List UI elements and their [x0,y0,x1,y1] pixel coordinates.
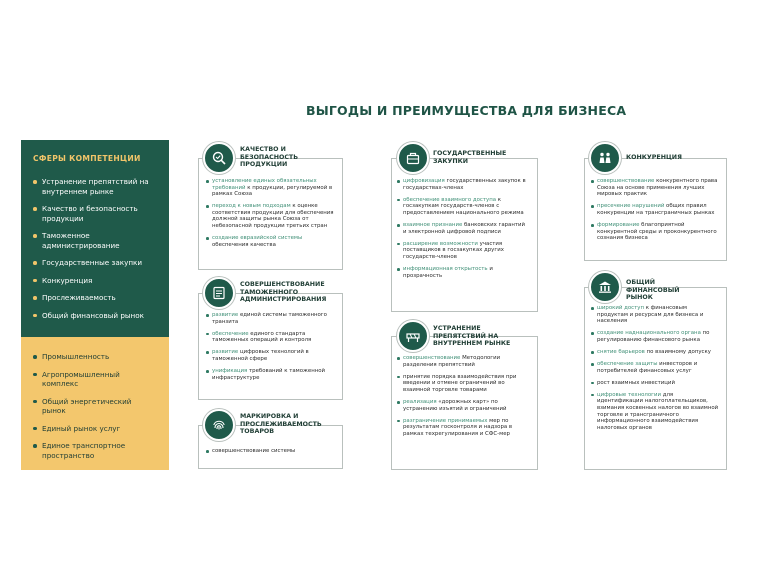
benefit-text: принятие порядка взаимодействия при введении и отмене ограничений во взаимной торговле товарами [403,373,517,393]
competence-heading: СФЕРЫ КОМПЕТЕНЦИИ [33,154,141,163]
competence-item: Прослеживаемость [33,293,157,303]
bullet-dot [591,351,594,354]
benefit-text: по регулированию финансового рынка [597,330,710,343]
benefit-item [591,203,719,216]
bullet-dot [397,180,400,183]
benefit-item [591,305,719,325]
sphere-item: Единое транспортное пространство [33,441,157,460]
procurement-icon [397,142,429,174]
marking-title: МАРКИРОВКА И ПРОСЛЕЖИВАЕМОСТЬ ТОВАРОВ [240,413,322,436]
benefit-highlight: цифровые технологии [597,391,662,398]
bullet-dot [206,333,209,336]
benefit-text: и прозрачность [403,265,493,279]
benefit-text: благоприятной конкурентной среды и проконкурентного сознания бизнеса [597,221,717,242]
other-spheres-panel [21,337,169,470]
benefit-item [397,266,529,279]
benefit-text: к госзакупкам государств-членов с предоставлением национального режима [403,196,524,216]
bullet-dot [591,382,594,385]
sphere-item: Единый рынок услуг [33,424,157,434]
bullet-dot [591,205,594,208]
benefit-text: единого стандарта таможенных операций и контроля [212,330,312,344]
barriers-items [397,355,529,443]
benefit-item [591,222,719,242]
benefit-highlight: обеспечение взаимного доступа [403,196,497,203]
benefit-item [206,448,334,455]
benefit-highlight: цифровизация [403,178,445,184]
benefit-text: конкурентного права Союза на основе применения лучших мировых практик [597,178,718,198]
benefit-text: к оценке соответствия продукции для обеспечения должной защиты рынка Союза от небезопасной продукции третьих стран [212,203,334,230]
benefit-item [206,368,334,381]
competition-items [591,178,719,247]
benefit-text: Методологии разделения препятствий [403,355,501,368]
bullet-dot [206,450,209,453]
bullet-dot [206,237,209,240]
sphere-item: Промышленность [33,352,157,362]
benefit-highlight: создание евразийской системы [212,235,303,242]
competence-item: Устранение препятствий на внутреннем рынке [33,177,157,196]
benefit-highlight: совершенствование [403,355,461,361]
bullet-dot [397,420,400,423]
competence-panel [21,140,169,337]
bullet-dot [206,370,209,373]
benefit-item [591,392,719,432]
bullet-dot [591,363,594,366]
benefit-text: совершенствование системы [212,448,296,454]
benefit-highlight: пресечение нарушений [597,203,665,210]
competence-item: Качество и безопасность продукции [33,204,157,223]
benefit-item [591,361,719,374]
benefit-item [206,312,334,325]
bullet-dot [397,268,400,271]
benefit-text: обеспечения качества [212,241,276,248]
benefit-text: участия поставщиков в госзакупках других государств-членов [403,240,504,260]
benefit-text: общих правил конкуренции на трансграничных рынках [597,203,715,216]
procurement-items [397,178,529,285]
benefit-highlight: развитие [212,312,239,318]
benefit-text: к финансовым продуктам и ресурсам для бизнеса и населения [597,305,704,325]
benefit-item [397,374,529,394]
competence-item: Конкуренция [33,276,157,286]
other-spheres-list [33,352,157,460]
finance-items [591,305,719,437]
benefit-item [397,355,529,368]
benefit-highlight: снятие барьеров [597,348,645,355]
quality-items [206,178,334,254]
benefit-text: банковских гарантий и электронной цифровой подписи [403,221,526,235]
quality-title: КАЧЕСТВО И БЕЗОПАСНОСТЬ ПРОДУКЦИИ [240,146,299,169]
competence-item: Государственные закупки [33,258,157,268]
competence-item: Таможенное администрирование [33,231,157,250]
customs-title: СОВЕРШЕНСТВОВАНИЕ ТАМОЖЕННОГО АДМИНИСТРИРОВАНИЯ [240,281,327,304]
benefit-text: государственных закупок в государствах-членах [403,178,526,191]
competence-list [33,177,157,320]
benefit-item [397,418,529,438]
bullet-dot [591,332,594,335]
bullet-dot [206,205,209,208]
bullet-dot [397,224,400,227]
benefit-item [591,349,719,356]
bullet-dot [397,357,400,360]
benefit-item [397,178,529,191]
benefit-text: «дорожных карт» по устранению изъятий и ограничений [403,398,507,412]
benefit-item [591,330,719,343]
benefit-highlight: унификация [212,368,248,375]
benefit-text: инвесторов и потребителей финансовых услуг [597,361,698,374]
benefit-item [206,178,334,198]
benefit-item [397,399,529,412]
competition-icon [589,142,621,174]
benefit-item [397,197,529,217]
bullet-dot [206,351,209,354]
benefit-highlight: совершенствование [597,178,655,184]
quality-icon [203,142,235,174]
bullet-dot [591,394,594,397]
benefit-item [591,380,719,387]
marking-items [206,448,334,460]
customs-items [206,312,334,387]
sphere-item: Общий энергетический рынок [33,397,157,416]
benefit-item [397,222,529,235]
page-title: ВЫГОДЫ И ПРЕИМУЩЕСТВА ДЛЯ БИЗНЕСА [306,103,627,118]
benefit-text: рост взаимных инвестиций [597,379,675,386]
finance-title: ОБЩИЙ ФИНАНСОВЫЙ РЫНОК [626,279,680,302]
bullet-dot [591,180,594,183]
bullet-dot [397,376,400,379]
benefit-highlight: обеспечение [212,330,249,337]
benefit-text: для идентификации налогоплательщиков, взимания косвенных налогов во взаимной торговле и трансграничного информационного взаимодействия налоговых органов [597,391,719,431]
benefit-highlight: информационная открытость [403,265,488,272]
benefit-highlight: развитие [212,349,239,356]
benefit-text: мер по результатам госконтроля и надзора в рамках техрегулирования и СФС-мер [403,417,513,437]
benefit-text: единой системы таможенного транзита [212,312,327,325]
bullet-dot [591,224,594,227]
benefit-text: по взаимному допуску [644,348,711,355]
benefit-highlight: создание наднационального органа [597,330,701,337]
benefit-item [206,331,334,344]
benefit-highlight: широкий доступ [597,305,644,311]
benefit-item [206,349,334,362]
bullet-dot [206,314,209,317]
benefit-highlight: обеспечение защиты [597,361,658,368]
benefit-highlight: реализация [403,398,437,405]
bullet-dot [397,401,400,404]
benefit-item [206,203,334,229]
bullet-dot [397,243,400,246]
bullet-dot [206,180,209,183]
benefit-highlight: взаимное признание [403,221,463,228]
benefit-highlight: переход к новым подходам [212,203,291,210]
barriers-title: УСТРАНЕНИЕ ПРЕПЯТСТВИЙ НА ВНУТРЕННЕМ РЫНКЕ [433,325,511,348]
fingerprint-icon [203,409,235,441]
competence-item: Общий финансовый рынок [33,311,157,321]
benefit-text: к продукции, регулируемой в рамках Союза [212,184,333,198]
customs-icon [203,277,235,309]
barriers-icon [397,320,429,352]
benefit-highlight: разграничение принимаемых [403,417,488,424]
bullet-dot [591,307,594,310]
benefit-item [397,241,529,261]
benefit-text: цифровых технологий в таможенной сфере [212,349,309,362]
benefit-item [591,178,719,198]
benefit-item [206,235,334,248]
benefit-highlight: формирование [597,221,640,228]
benefit-highlight: расширение возможности [403,240,478,247]
benefit-highlight: установление единых обязательных требований [212,178,317,191]
procurement-title: ГОСУДАРСТВЕННЫЕ ЗАКУПКИ [433,150,507,165]
bullet-dot [397,199,400,202]
benefit-text: требований к таможенной инфраструктуре [212,368,326,381]
bank-icon [589,271,621,303]
competition-title: КОНКУРЕНЦИЯ [626,154,682,161]
sphere-item: Агропромышленный комплекс [33,370,157,389]
